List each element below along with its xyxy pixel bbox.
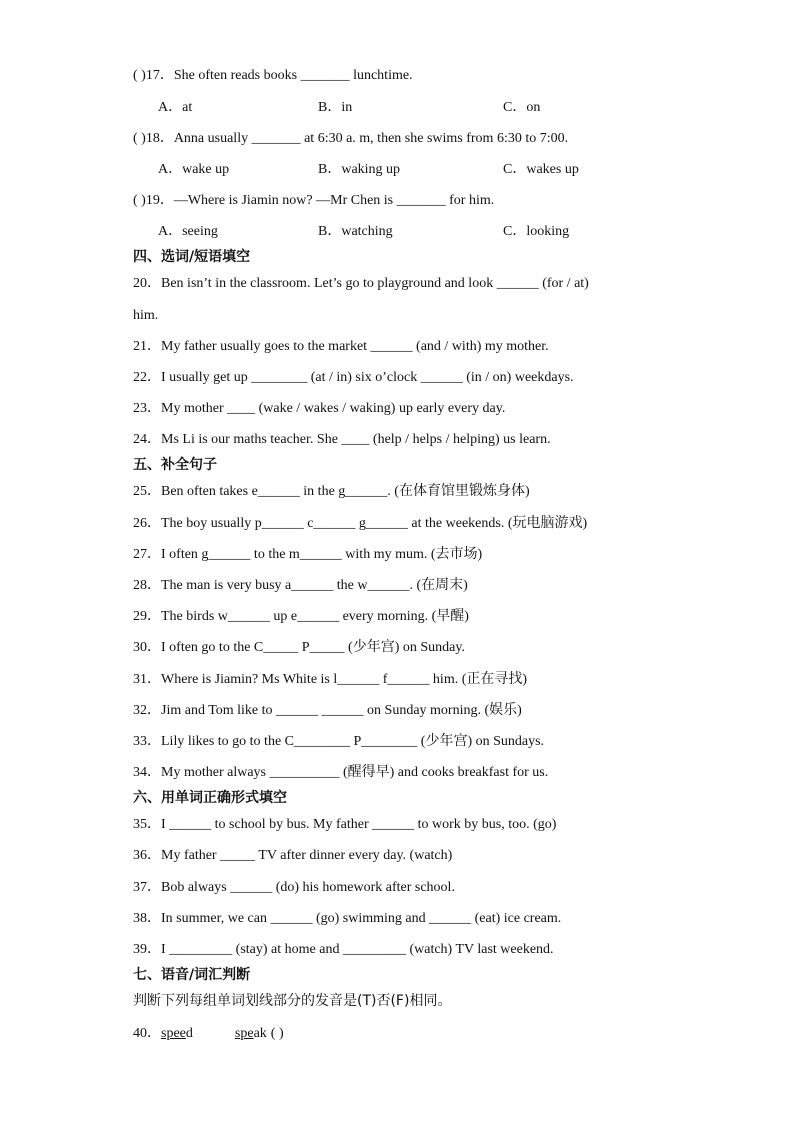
word-2 bbox=[235, 1026, 267, 1041]
question-35: 35．I ______ to school by bus. My father ______ to work by bus, too. (go) bbox=[133, 817, 557, 832]
question-33: 33．Lily likes to go to the C________ P________ (少年宫) on Sundays. bbox=[133, 734, 545, 749]
section-4-title: 四、选词/短语填空 bbox=[133, 249, 251, 265]
question-37: 37．Bob always ______ (do) his homework after school. bbox=[133, 880, 455, 895]
question-34: 34．My mother always __________ (醒得早) and cooks breakfast for us. bbox=[133, 765, 549, 780]
question-25: 25．Ben often takes e______ in the g______. (在体育馆里锻炼身体) bbox=[133, 484, 530, 499]
question-32: 32．Jim and Tom like to ______ ______ on Sunday morning. (娱乐) bbox=[133, 703, 522, 718]
question-27: 27．I often g______ to the m______ with my mum. (去市场) bbox=[133, 547, 483, 562]
question-26: 26．The boy usually p______ c______ g______ at the weekends. (玩电脑游戏) bbox=[133, 516, 588, 531]
word-2-post: ak bbox=[253, 1026, 267, 1041]
question-20-cont: him. bbox=[133, 308, 159, 323]
option-c: C．wakes up bbox=[503, 162, 579, 177]
question-17: ( )17．She often reads books _______ lunchtime. bbox=[133, 68, 413, 83]
word-1 bbox=[161, 1026, 193, 1041]
question-21: 21．My father usually goes to the market ______ (and / with) my mother. bbox=[133, 339, 549, 354]
question-30: 30．I often go to the C_____ P_____ (少年宫) on Sunday. bbox=[133, 640, 465, 655]
question-39: 39．I _________ (stay) at home and _________ (watch) TV last weekend. bbox=[133, 942, 554, 957]
question-40 bbox=[133, 1025, 284, 1043]
question-18: ( )18．Anna usually _______ at 6:30 a. m, then she swims from 6:30 to 7:00. bbox=[133, 131, 569, 146]
option-a: A．wake up bbox=[158, 162, 230, 177]
section-7-instruction: 判断下列每组单词划线部分的发音是(T)否(F)相同。 bbox=[133, 993, 452, 1009]
question-28: 28．The man is very busy a______ the w______. (在周末) bbox=[133, 578, 468, 593]
section-6-title: 六、用单词正确形式填空 bbox=[133, 790, 287, 806]
word-2-underlined: spe bbox=[234, 1026, 254, 1041]
option-a: A．seeing bbox=[158, 224, 218, 239]
answer-bracket: ( ) bbox=[270, 1026, 284, 1041]
question-22: 22．I usually get up ________ (at / in) six o’clock ______ (in / on) weekdays. bbox=[133, 370, 574, 385]
section-7-title: 七、语音/词汇判断 bbox=[133, 967, 251, 983]
option-b: B．waking up bbox=[318, 162, 401, 177]
question-24: 24．Ms Li is our maths teacher. She ____ (help / helps / helping) us learn. bbox=[133, 432, 551, 447]
option-b: B．in bbox=[318, 100, 353, 115]
question-19: ( )19．—Where is Jiamin now? —Mr Chen is _______ for him. bbox=[133, 193, 495, 208]
question-31: 31．Where is Jiamin? Ms White is l______ f______ him. (正在寻找) bbox=[133, 672, 528, 687]
word-1-underlined: spee bbox=[161, 1026, 186, 1041]
option-c: C．on bbox=[503, 100, 541, 115]
question-38: 38．In summer, we can ______ (go) swimming and ______ (eat) ice cream. bbox=[133, 911, 562, 926]
option-c: C．looking bbox=[503, 224, 570, 239]
question-40-number: 40． bbox=[133, 1026, 161, 1041]
question-20: 20．Ben isn’t in the classroom. Let’s go to playground and look ______ (for / at) bbox=[133, 276, 589, 291]
option-b: B．watching bbox=[318, 224, 393, 239]
question-36: 36．My father _____ TV after dinner every day. (watch) bbox=[133, 848, 453, 863]
question-29: 29．The birds w______ up e______ every morning. (早醒) bbox=[133, 609, 469, 624]
option-a: A．at bbox=[158, 100, 193, 115]
word-1-post: d bbox=[185, 1026, 193, 1041]
question-23: 23．My mother ____ (wake / wakes / waking) up early every day. bbox=[133, 401, 506, 416]
section-5-title: 五、补全句子 bbox=[133, 457, 217, 473]
